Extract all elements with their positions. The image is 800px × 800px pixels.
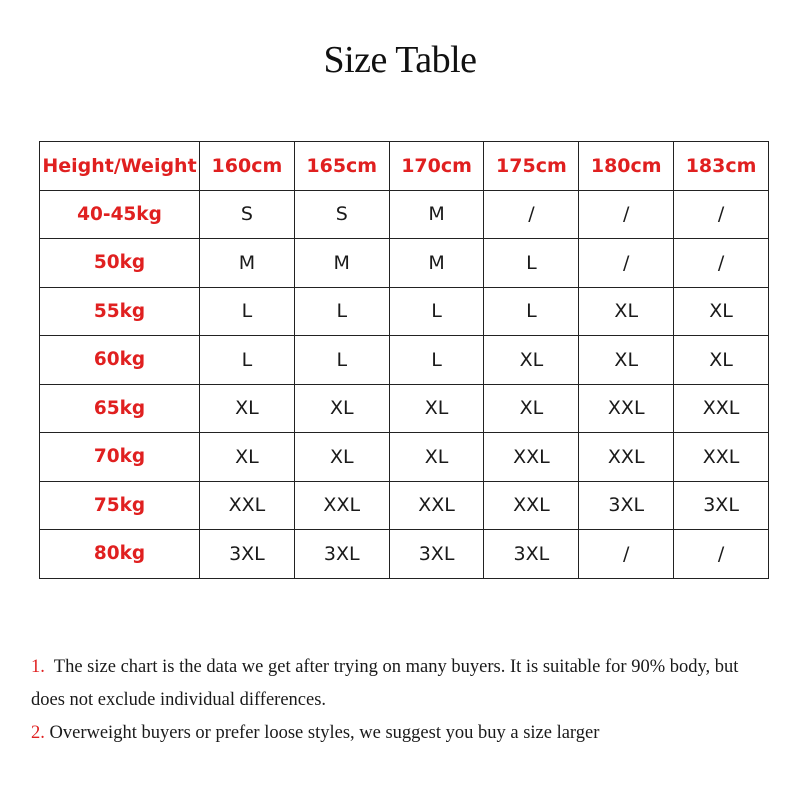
weight-label: 70kg bbox=[40, 433, 200, 482]
size-cell: XL bbox=[294, 384, 389, 433]
size-cell: XXL bbox=[294, 481, 389, 530]
size-cell: S bbox=[294, 190, 389, 239]
size-cell: M bbox=[200, 239, 295, 288]
table-row bbox=[40, 433, 769, 482]
size-cell: XXL bbox=[389, 481, 484, 530]
size-cell: XXL bbox=[579, 384, 674, 433]
size-cell: L bbox=[484, 287, 579, 336]
height-header: 160cm bbox=[200, 142, 295, 191]
size-cell: / bbox=[674, 190, 769, 239]
size-cell: XL bbox=[200, 433, 295, 482]
size-cell: / bbox=[674, 239, 769, 288]
table-row bbox=[40, 239, 769, 288]
size-cell: XL bbox=[389, 384, 484, 433]
table-row bbox=[40, 190, 769, 239]
size-cell: XL bbox=[484, 384, 579, 433]
table-header-row bbox=[40, 142, 769, 191]
size-cell: 3XL bbox=[674, 481, 769, 530]
size-cell: L bbox=[294, 336, 389, 385]
size-cell: XXL bbox=[674, 384, 769, 433]
size-cell: XL bbox=[579, 336, 674, 385]
size-cell: L bbox=[389, 287, 484, 336]
notes bbox=[31, 651, 776, 750]
size-cell: S bbox=[200, 190, 295, 239]
size-cell: / bbox=[579, 239, 674, 288]
size-table bbox=[39, 141, 769, 579]
size-cell: XXL bbox=[484, 433, 579, 482]
corner-header: Height/Weight bbox=[40, 142, 200, 191]
size-cell: XL bbox=[674, 336, 769, 385]
note-number: 1. bbox=[31, 657, 45, 677]
note-text: The size chart is the data we get after trying on many buyers. It is suitable for 90% body, but does not exclude individual differences. bbox=[31, 657, 744, 710]
size-cell: / bbox=[484, 190, 579, 239]
note-number: 2. bbox=[31, 723, 45, 743]
height-header: 183cm bbox=[674, 142, 769, 191]
size-cell: 3XL bbox=[294, 530, 389, 579]
size-cell: L bbox=[389, 336, 484, 385]
table-row bbox=[40, 384, 769, 433]
table-body bbox=[40, 190, 769, 578]
note-item bbox=[31, 717, 776, 750]
size-cell: XXL bbox=[484, 481, 579, 530]
size-cell: XXL bbox=[579, 433, 674, 482]
height-header: 180cm bbox=[579, 142, 674, 191]
note-item bbox=[31, 651, 776, 717]
size-cell: L bbox=[484, 239, 579, 288]
size-cell: XXL bbox=[674, 433, 769, 482]
weight-label: 60kg bbox=[40, 336, 200, 385]
size-cell: M bbox=[389, 239, 484, 288]
size-cell: 3XL bbox=[579, 481, 674, 530]
weight-label: 55kg bbox=[40, 287, 200, 336]
size-cell: XL bbox=[389, 433, 484, 482]
size-cell: M bbox=[389, 190, 484, 239]
size-cell: L bbox=[294, 287, 389, 336]
table-row bbox=[40, 481, 769, 530]
table-row bbox=[40, 530, 769, 579]
size-cell: L bbox=[200, 336, 295, 385]
height-header: 170cm bbox=[389, 142, 484, 191]
size-cell: XXL bbox=[200, 481, 295, 530]
note-text: Overweight buyers or prefer loose styles, we suggest you buy a size larger bbox=[44, 723, 600, 743]
size-cell: / bbox=[579, 190, 674, 239]
weight-label: 65kg bbox=[40, 384, 200, 433]
weight-label: 75kg bbox=[40, 481, 200, 530]
size-cell: 3XL bbox=[484, 530, 579, 579]
size-cell: XL bbox=[294, 433, 389, 482]
size-cell: 3XL bbox=[200, 530, 295, 579]
table-row bbox=[40, 336, 769, 385]
size-cell: L bbox=[200, 287, 295, 336]
size-cell: 3XL bbox=[389, 530, 484, 579]
size-cell: XL bbox=[200, 384, 295, 433]
size-cell: M bbox=[294, 239, 389, 288]
weight-label: 50kg bbox=[40, 239, 200, 288]
size-cell: XL bbox=[579, 287, 674, 336]
size-cell: XL bbox=[674, 287, 769, 336]
page-title: Size Table bbox=[323, 39, 477, 81]
size-cell: XL bbox=[484, 336, 579, 385]
size-cell: / bbox=[674, 530, 769, 579]
height-header: 175cm bbox=[484, 142, 579, 191]
weight-label: 80kg bbox=[40, 530, 200, 579]
weight-label: 40-45kg bbox=[40, 190, 200, 239]
height-header: 165cm bbox=[294, 142, 389, 191]
table-row bbox=[40, 287, 769, 336]
size-cell: / bbox=[579, 530, 674, 579]
